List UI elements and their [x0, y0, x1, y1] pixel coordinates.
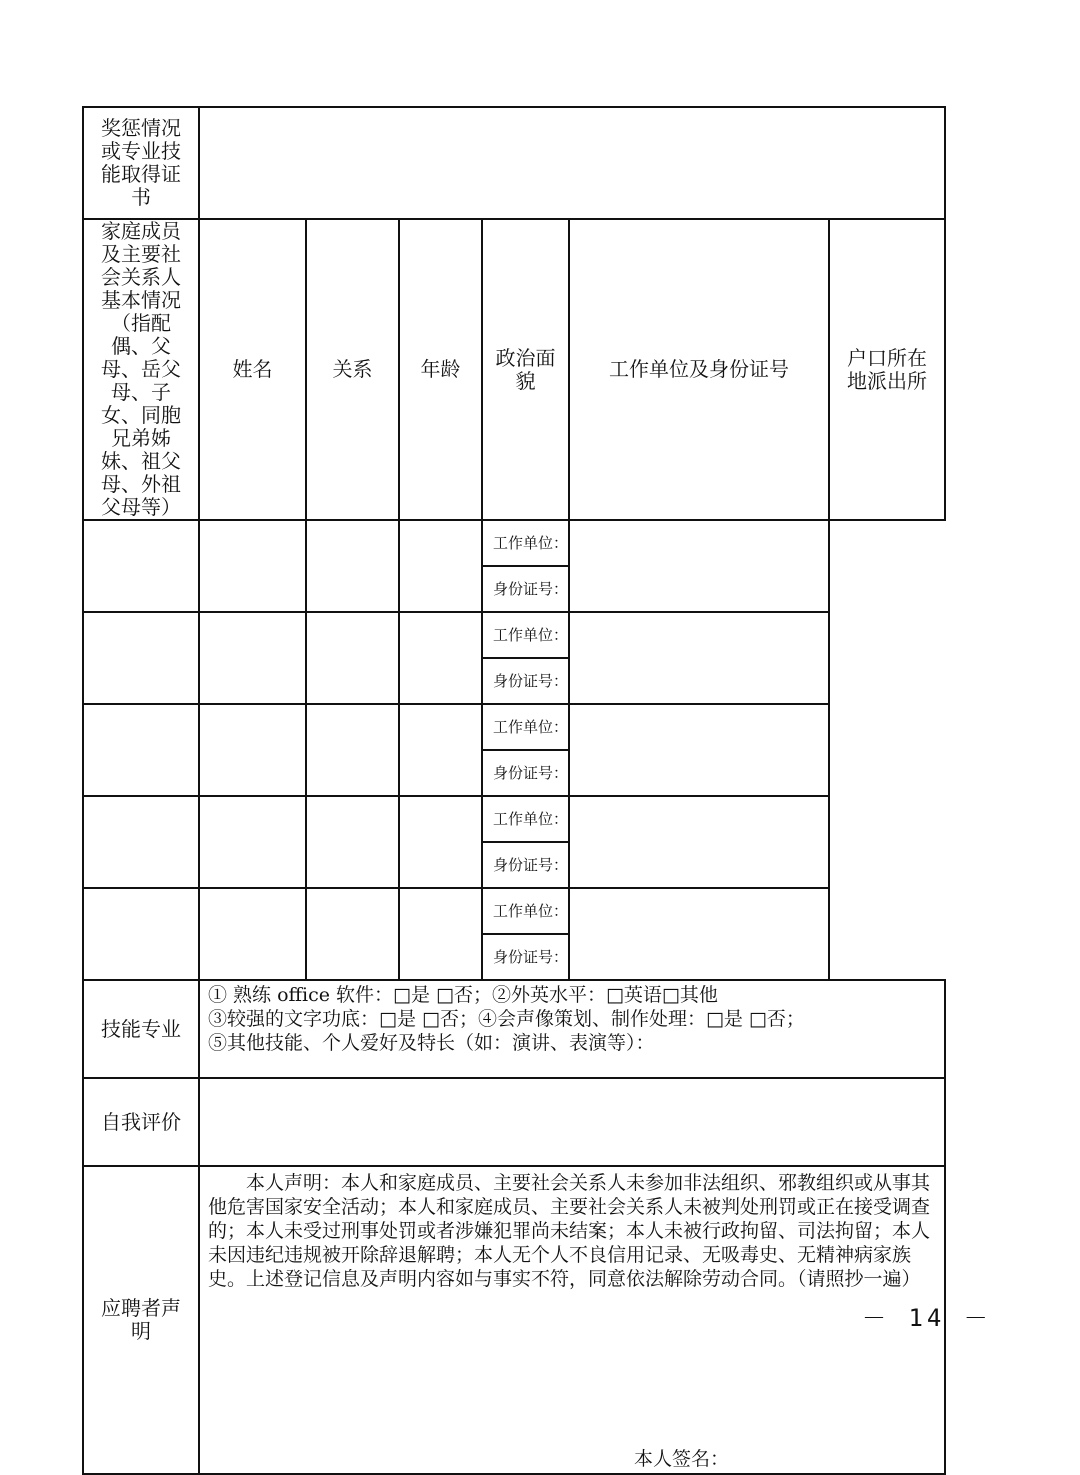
id-number-cell[interactable]: 身份证号：	[482, 566, 569, 612]
declaration-field[interactable]	[199, 1166, 945, 1474]
application-form	[82, 106, 946, 1475]
family-hukou-cell[interactable]	[569, 796, 829, 888]
family-hukou-cell[interactable]	[569, 888, 829, 980]
family-name-cell[interactable]	[83, 796, 199, 888]
id-number-cell[interactable]: 身份证号：	[482, 842, 569, 888]
family-age-cell[interactable]	[306, 520, 399, 612]
family-relation-cell[interactable]	[199, 704, 306, 796]
self-eval-field[interactable]	[199, 1078, 945, 1166]
declaration-label: 应聘者声明	[83, 1166, 199, 1474]
family-age-cell[interactable]	[306, 704, 399, 796]
skills-line-1: ① 熟练 office 软件：□是 □否；②外英水平：□英语□其他	[208, 984, 718, 1006]
family-age-cell[interactable]	[306, 612, 399, 704]
skills-line-3: ⑤其他技能、个人爱好及特长（如：演讲、表演等）：	[208, 1032, 655, 1054]
family-relation-cell[interactable]	[199, 796, 306, 888]
family-hukou-cell[interactable]	[569, 612, 829, 704]
family-relation-cell[interactable]	[199, 520, 306, 612]
family-political-status-cell[interactable]	[399, 796, 482, 888]
family-political-status-cell[interactable]	[399, 520, 482, 612]
self-eval-label: 自我评价	[83, 1078, 199, 1166]
work-unit-cell[interactable]: 工作单位：	[482, 796, 569, 842]
header-work-id: 工作单位及身份证号	[569, 219, 829, 520]
family-relation-cell[interactable]	[199, 888, 306, 980]
id-number-cell[interactable]: 身份证号：	[482, 658, 569, 704]
work-unit-cell[interactable]: 工作单位：	[482, 704, 569, 750]
family-age-cell[interactable]	[306, 888, 399, 980]
family-political-status-cell[interactable]	[399, 888, 482, 980]
awards-field[interactable]	[199, 107, 945, 219]
family-row	[83, 888, 945, 934]
header-age: 年龄	[399, 219, 482, 520]
skills-field[interactable]	[199, 980, 945, 1078]
family-row	[83, 796, 945, 842]
family-row	[83, 704, 945, 750]
family-name-cell[interactable]	[83, 612, 199, 704]
header-political-status: 政治面貌	[482, 219, 569, 520]
family-row	[83, 612, 945, 658]
family-age-cell[interactable]	[306, 796, 399, 888]
header-relation: 关系	[306, 219, 399, 520]
page-number: － 14 －	[862, 1304, 992, 1332]
skills-line-2: ③较强的文字功底：□是 □否；④会声像策划、制作处理：□是 □否；	[208, 1008, 805, 1030]
family-political-status-cell[interactable]	[399, 612, 482, 704]
family-label: 家庭成员及主要社会关系人基本情况（指配偶、父母、岳父母、子女、同胞兄弟姊妹、祖父母、外祖父母等）	[83, 219, 199, 520]
work-unit-cell[interactable]: 工作单位：	[482, 612, 569, 658]
work-unit-cell[interactable]: 工作单位：	[482, 888, 569, 934]
family-name-cell[interactable]	[83, 520, 199, 612]
signature-label: 本人签名：	[634, 1448, 730, 1470]
family-relation-cell[interactable]	[199, 612, 306, 704]
id-number-cell[interactable]: 身份证号：	[482, 934, 569, 980]
skills-label: 技能专业	[83, 980, 199, 1078]
header-name: 姓名	[199, 219, 306, 520]
declaration-text: 本人声明：本人和家庭成员、主要社会关系人未参加非法组织、邪教组织或从事其他危害国家安全活动；本人和家庭成员、主要社会关系人未被判处刑罚或正在接受调查的；本人未受过刑事处罚或者涉嫌犯罪尚未结案；本人未被行政拘留、司法拘留；本人未因违纪违规被开除辞退解聘；本人无个人不良信用记录、无吸毒史、无精神病家族史。上述登记信息及声明内容如与事实不符，同意依法解除劳动合同。（请照抄一遍）	[208, 1172, 931, 1290]
family-name-cell[interactable]	[83, 704, 199, 796]
family-hukou-cell[interactable]	[569, 704, 829, 796]
header-hukou-police: 户口所在地派出所	[829, 219, 945, 520]
family-hukou-cell[interactable]	[569, 520, 829, 612]
family-name-cell[interactable]	[83, 888, 199, 980]
family-political-status-cell[interactable]	[399, 704, 482, 796]
awards-label: 奖惩情况或专业技能取得证书	[83, 107, 199, 219]
family-row	[83, 520, 945, 566]
id-number-cell[interactable]: 身份证号：	[482, 750, 569, 796]
work-unit-cell[interactable]: 工作单位：	[482, 520, 569, 566]
